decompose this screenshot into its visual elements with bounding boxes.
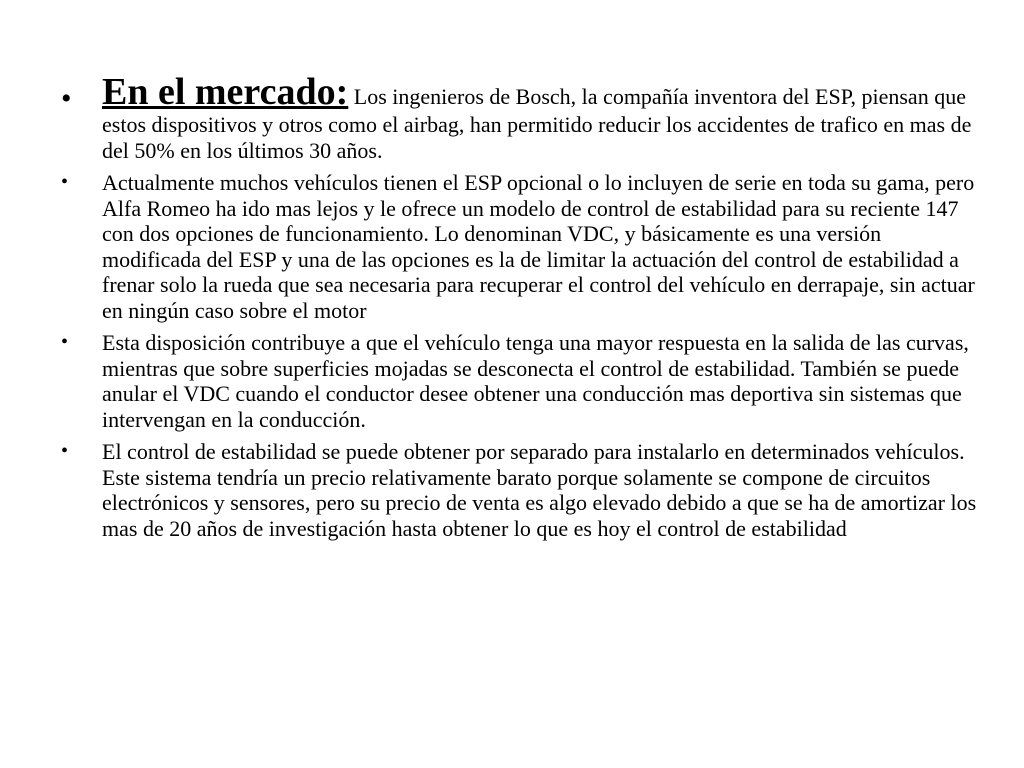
bullet-item-alfa-romeo — [58, 170, 978, 323]
bullet-text: El control de estabilidad se puede obtener por separado para instalarlo en determinados vehículos. Este sistema tendría un precio relativamente barato porque solamente se compone de circuitos electrónicos y sensores, pero su precio de venta es algo elevado debido a que se ha de amortizar los mas de 20 años de investigación hasta obtener lo que es hoy el control de estabilidad — [102, 439, 977, 541]
bullet-item-disposicion — [58, 330, 978, 432]
bullet-icon: • — [61, 171, 69, 193]
bullet-text: Esta disposición contribuye a que el vehículo tenga una mayor respuesta en la salida de las curvas, mientras que sobre superficies mojadas se desconecta el control de estabilidad. También se puede anular el VDC cuando el conductor desee obtener una conducción mas deportiva sin sistemas que intervengan en la conducción. — [102, 330, 969, 432]
bullet-icon: • — [61, 440, 69, 462]
bullet-item-mercado — [58, 72, 978, 163]
bullet-list — [58, 72, 978, 548]
bullet-icon: • — [61, 82, 72, 115]
bullet-icon: • — [61, 331, 69, 353]
bullet-item-precio — [58, 439, 978, 541]
section-heading: En el mercado: — [102, 71, 349, 113]
bullet-text: Los ingenieros de Bosch, la compañía inventora del ESP, piensan que estos dispositivos y otros como el airbag, han permitido reducir los accidentes de trafico en mas de del 50% en los últimos 30 años. — [102, 84, 972, 163]
bullet-text: Actualmente muchos vehículos tienen el ESP opcional o lo incluyen de serie en toda su gama, pero Alfa Romeo ha ido mas lejos y le ofrece un modelo de control de estabilidad para su reciente 147 con dos opciones de funcionamiento. Lo denominan VDC, y básicamente es una versión modificada del ESP y una de las opciones es la de limitar la actuación del control de estabilidad a frenar solo la rueda que sea necesaria para recuperar el control del vehículo en derrapaje, sin actuar en ningún caso sobre el motor — [102, 170, 975, 323]
